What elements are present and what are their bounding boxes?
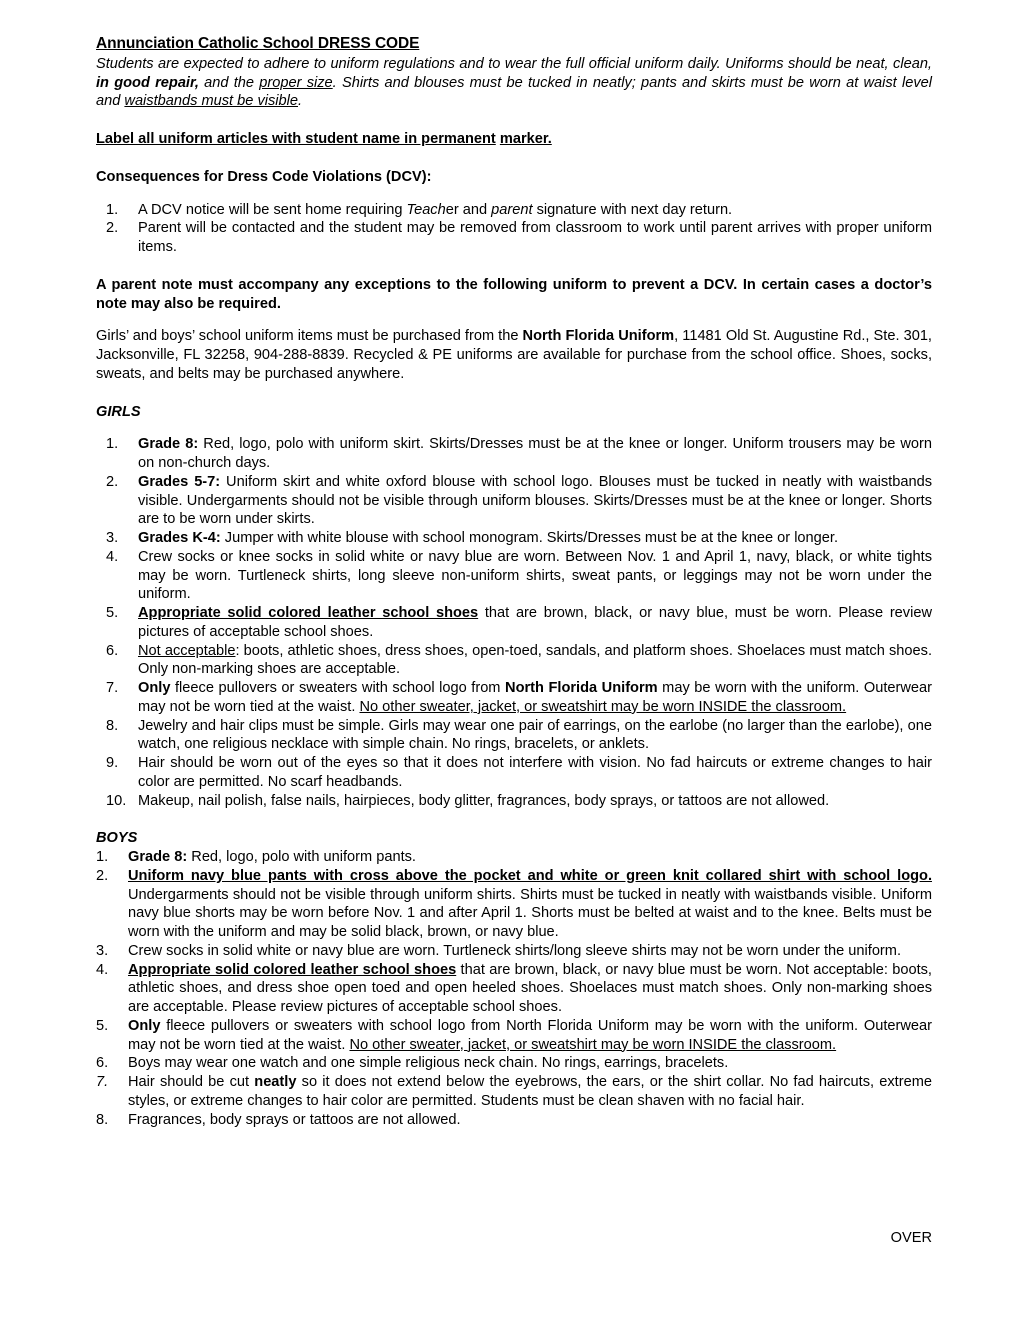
text-run: fleece pullovers or sweaters with school logo from (170, 680, 506, 697)
text-run: Crew socks in solid white or navy blue are worn. Turtleneck shirts/long sleeve shirts may not be worn under the uniform. (128, 942, 902, 959)
list-item-text (138, 605, 932, 640)
text-run: Grade 8: (128, 849, 188, 866)
purchase-paragraph (96, 327, 932, 383)
list-item-text (128, 1074, 932, 1109)
text-run: A DCV notice will be sent home requiring (138, 201, 407, 218)
list-item-number: 7. (106, 680, 119, 697)
text-run: Boys may wear one watch and one simple religious neck chain. No rings, earrings, bracelets. (128, 1055, 729, 1072)
text-run: Uniform skirt and white oxford blouse with school logo. Blouses must be tucked in neatly with waistbands visible. Undergarments should not be visible through uniform blouses. Skirts/Dresses must be at the knee or longer. Shorts are to be worn under skirts. (138, 473, 932, 528)
text-run: Students are expected to adhere to uniform regulations and to wear the full official uniform daily. Uniforms should be neat, clean, (96, 55, 932, 72)
boys-section-heading: BOYS (96, 830, 138, 847)
list-item (106, 792, 932, 811)
text-run: Red, logo, polo with uniform pants. (187, 849, 416, 866)
list-item-text (138, 474, 932, 528)
text-run: Grades 5-7: (138, 473, 221, 490)
label-line-part-two: marker. (499, 131, 552, 148)
spacer (96, 313, 932, 327)
text-run: fleece pullovers or sweaters with school logo from North Florida Uniform may be worn with the uniform. Outerwear may not be worn tied at the waist. (128, 1017, 932, 1053)
list-item-text (138, 530, 838, 546)
text-run: so it does not extend below the eyebrows, the ears, or the shirt collar. No fad haircuts, extreme styles, or extreme changes to hair color are permitted. Students must be clean shaven with no facial hair. (128, 1074, 932, 1109)
list-item (96, 1054, 932, 1073)
text-run: No other sweater, jacket, or sweatshirt may be worn INSIDE the classroom. (359, 698, 847, 715)
list-item-text (138, 680, 932, 715)
spacer (96, 187, 932, 201)
text-run: . (298, 93, 303, 110)
text-run: Only (128, 1017, 161, 1034)
text-run: Undergarments should not be visible through uniform shirts. Shirts must be tucked in neatly with waistbands visible. Uniform navy blue shorts may be worn before Nov. 1 and after April 1. Shorts must be belted at waist and to the knee. Belts must be worn with the uniform and may be solid black, brown, or navy blue. (128, 886, 932, 941)
spacer (96, 149, 932, 168)
text-run: proper size (259, 74, 333, 91)
list-item (106, 219, 932, 257)
text-run: Red, logo, polo with uniform skirt. Skirts/Dresses must be at the knee or longer. Uniform trousers may be worn on non-church days. (138, 436, 933, 472)
list-item-number: 4. (96, 961, 109, 978)
list-item-number: 2. (96, 867, 109, 884)
girls-section-heading: GIRLS (96, 403, 141, 420)
list-item (96, 942, 932, 961)
list-item-text (128, 849, 416, 865)
list-item-number: 1. (96, 849, 109, 866)
list-item (106, 604, 932, 642)
list-item (106, 201, 932, 220)
list-item-text (138, 793, 829, 809)
list-item-number: 1. (106, 201, 119, 218)
text-run: Jumper with white blouse with school monogram. Skirts/Dresses must be at the knee or longer. (220, 530, 839, 547)
text-run: Grade 8: (138, 436, 199, 453)
list-item-text (138, 436, 932, 471)
spacer (96, 111, 932, 130)
text-run: . Shirts and blouses must be tucked in neatly; pants and skirts must be worn at waist level and (96, 74, 932, 110)
text-run: Grades K-4: (138, 530, 221, 547)
text-run: Only (138, 680, 171, 697)
list-item (96, 961, 932, 1017)
list-item-number: 4. (106, 548, 119, 565)
list-item-text (138, 755, 932, 790)
parent-note-paragraph: A parent note must accompany any exceptions to the following uniform to prevent a DCV. In certain cases a doctor’s note may also be required. (96, 276, 932, 312)
list-item (106, 435, 932, 473)
list-item (96, 848, 932, 867)
spacer (96, 384, 932, 403)
list-item-number: 8. (96, 1111, 109, 1128)
text-run: Uniform navy blue pants with cross above the pocket and white or green knit collared shirt with school logo. (128, 867, 932, 884)
text-run: neatly (254, 1074, 297, 1091)
text-run: in good repair, (96, 74, 199, 91)
text-run: waistbands must be visible (124, 93, 298, 110)
text-run: Not acceptable (138, 642, 236, 659)
list-item-text (128, 943, 901, 959)
text-run: that are brown, black, or navy blue, must be worn. Please review pictures of acceptable school shoes. (138, 605, 932, 640)
text-run: Hair should be worn out of the eyes so that it does not interfere with vision. No fad haircuts or extreme changes to hair color are permitted. No scarf headbands. (138, 755, 932, 790)
text-run: that are brown, black, or navy blue must be worn. Not acceptable: boots, athletic shoes, and dress shoe open toed and open heeled shoes. Shoelaces must match shoes. Only non-marking shoes are acceptable. Please review pictures of acceptable school shoes. (128, 961, 932, 1016)
list-item (106, 754, 932, 792)
list-item-text (128, 1112, 461, 1128)
spacer (96, 257, 932, 276)
list-item-text (128, 868, 932, 940)
list-item-number: 5. (96, 1017, 109, 1034)
list-item-text (128, 962, 932, 1016)
text-run: Fragrances, body sprays or tattoos are not allowed. (128, 1111, 461, 1128)
list-item-number: 10. (106, 792, 127, 809)
text-run: Jewelry and hair clips must be simple. Girls may wear one pair of earrings, on the earlobe (no larger than the earlobe), one watch, one religious necklace with simple chain. No rings, bracelets, or anklets. (138, 717, 932, 753)
list-item-number: 1. (106, 436, 119, 453)
text-run: Makeup, nail polish, false nails, hairpieces, body glitter, fragrances, body sprays, or tattoos are not allowed. (138, 792, 830, 809)
text-run: Crew socks or knee socks in solid white or navy blue are worn. Between Nov. 1 and April 1, navy, black, or white tights may be worn. Turtleneck shirts, long sleeve non-uniform shirts, sweat pants, or leggings may not be worn under the uniform. (138, 548, 932, 603)
text-run: Appropriate solid colored leather school shoes (128, 961, 457, 978)
list-item-number: 9. (106, 755, 119, 772)
text-run: signature with next day return. (532, 201, 733, 218)
list-item-text (128, 1055, 728, 1071)
list-item (106, 473, 932, 529)
list-item (106, 717, 932, 755)
list-item (96, 1073, 932, 1111)
list-item (106, 529, 932, 548)
list-item-text (138, 549, 932, 603)
list-item-number: 5. (106, 605, 119, 622)
consequences-heading: Consequences for Dress Code Violations (DCV): (96, 168, 432, 185)
text-run: Hair should be cut (128, 1074, 255, 1091)
list-item-number: 3. (106, 530, 119, 547)
text-run: Parent will be contacted and the student may be removed from classroom to work until parent arrives with proper uniform items. (138, 220, 932, 256)
list-item-text (138, 220, 932, 255)
list-item (106, 679, 932, 717)
list-item-number: 6. (96, 1055, 109, 1072)
list-item (106, 642, 932, 680)
list-item-text (138, 202, 732, 218)
list-item-number: 3. (96, 942, 109, 959)
text-run: Appropriate solid colored leather school shoes (138, 605, 479, 622)
list-item-text (138, 718, 932, 753)
text-run: No other sweater, jacket, or sweatshirt may be worn INSIDE the classroom. (349, 1036, 837, 1053)
text-run: Teach (406, 201, 446, 218)
page-title: Annunciation Catholic School DRESS CODE (96, 35, 420, 52)
intro-paragraph (96, 55, 932, 111)
list-item-text (138, 643, 932, 678)
text-run: and the (198, 74, 260, 91)
footer-over-label: OVER (890, 1230, 932, 1247)
list-item-number: 6. (106, 642, 119, 659)
label-line-part-one: Label all uniform articles with student name in permanent (96, 131, 496, 148)
list-item-number: 2. (106, 220, 119, 237)
spacer (96, 810, 932, 829)
list-item-text (128, 1018, 932, 1053)
text-run: North Florida Uniform (505, 680, 658, 697)
girls-list (106, 435, 932, 810)
text-run: North Florida Uniform (522, 328, 675, 345)
list-item (106, 548, 932, 604)
list-item (96, 1111, 932, 1130)
list-item (96, 867, 932, 942)
list-item (96, 1017, 932, 1055)
list-item-number: 8. (106, 717, 119, 734)
text-run: er and (445, 201, 492, 218)
text-run: : boots, athletic shoes, dress shoes, open-toed, sandals, and platform shoes. Shoelaces must match shoes. Only non-marking shoes are acceptable. (138, 642, 932, 678)
label-uniform-articles-line (96, 130, 932, 149)
text-run: parent (491, 201, 533, 218)
list-item-number: 2. (106, 473, 119, 490)
text-run: may be worn with the uniform. Outerwear may not be worn tied at the waist. (138, 680, 932, 715)
consequences-list (106, 201, 932, 257)
list-item-number: 7. (96, 1074, 109, 1091)
spacer (96, 421, 932, 435)
text-run: , 11481 Old St. Augustine Rd., Ste. 301, Jacksonville, FL 32258, 904-288-8839. Recycled & PE uniforms are available for purchase from the school office. Shoes, socks, sweats, and belts may be purchased anywhere. (96, 328, 932, 382)
text-run: Girls’ and boys’ school uniform items must be purchased from the (96, 328, 523, 345)
boys-list (96, 848, 932, 1129)
